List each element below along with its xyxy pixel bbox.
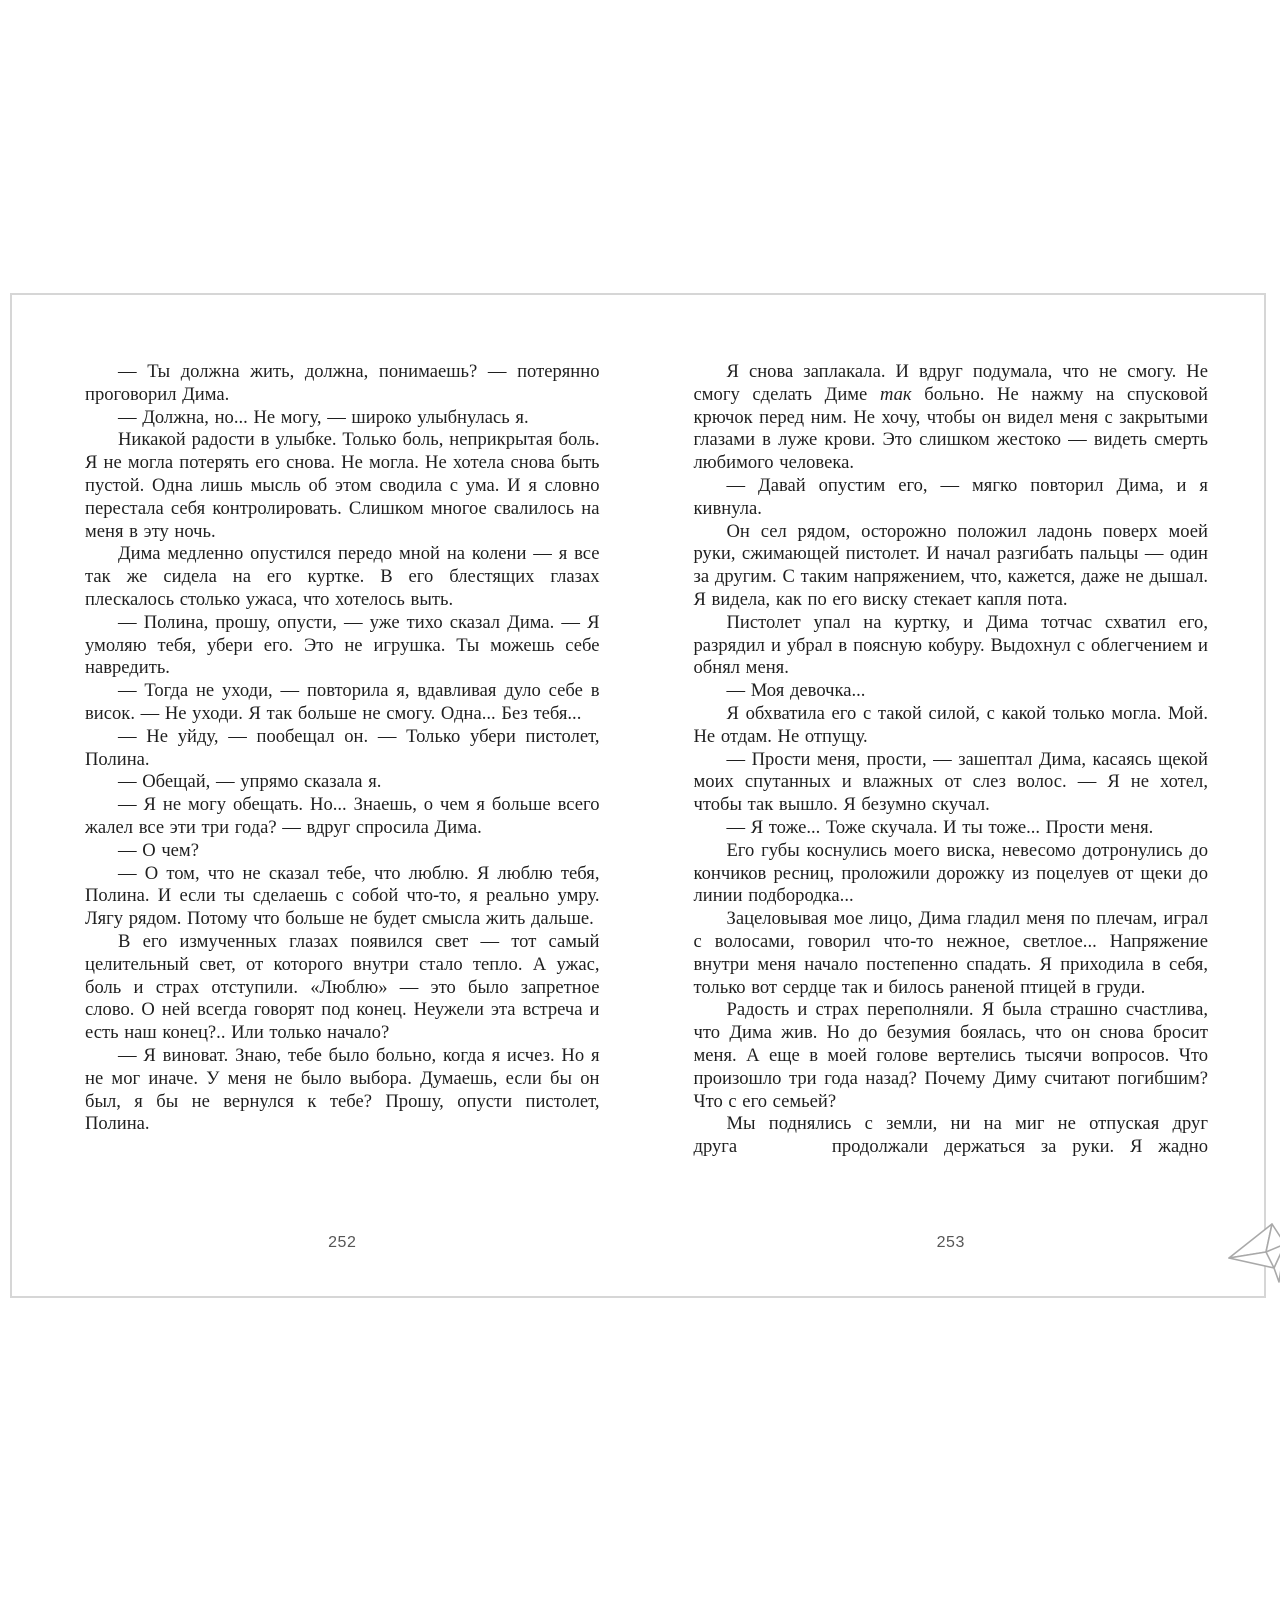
paragraph: Я снова заплакала. И вдруг подумала, что не смогу. Не смогу сделать Диме так больно. Не нажму на спусковой крючок перед ним. Не хочу, чтобы он видел меня с закрытыми глазами в луже крови. Это слишком жестоко — видеть смерть любимого человека. <box>693 361 1208 474</box>
page-number-left: 252 <box>328 1234 357 1251</box>
page-spread-frame <box>10 293 1266 1298</box>
paragraph: — Давай опустим его, — мягко повторил Дима, и я кивнула. <box>693 474 1208 519</box>
paragraph: — О чем? <box>118 839 199 861</box>
paragraph: — Я не могу обещать. Но... Знаешь, о чем я больше всего жалел все эти три года? — вдруг спросила Дима. <box>85 794 600 838</box>
paragraph: — Полина, прошу, опусти, — уже тихо сказал Дима. — Я умоляю тебя, убери его. Это не игрушка. Ты можешь себе навредить. <box>85 611 600 679</box>
book-page-right <box>694 361 1209 1296</box>
paragraph: — Прости меня, прости, — зашептал Дима, касаясь щекой моих спутанных и влажных от слез волос. — Я не хотел, чтобы так вышло. Я безумно скучал. <box>693 748 1208 816</box>
paragraph: — Не уйду, — пообещал он. — Только убери пистолет, Полина. <box>85 725 600 770</box>
paragraph: Никакой радости в улыбке. Только боль, неприкрытая боль. Я не могла потерять его снова. Не могла. Не хотела снова быть пустой. Одна лишь мысль об этом сводила с ума. И я словно перестала себя контролировать. Слишком многое свалилось на меня в эту ночь. <box>85 429 600 542</box>
page-right-text <box>694 361 1209 1159</box>
paper-plane-icon <box>1226 1220 1280 1288</box>
paragraph: — О том, что не сказал тебе, что люблю. Я люблю тебя, Полина. И если ты сделаешь с собой что-то, я реально умру. Лягу рядом. Потому что больше не будет смысла жить дальше. <box>85 862 600 930</box>
page-spread <box>12 295 1264 1296</box>
paragraph: — Я виноват. Знаю, тебе было больно, когда я исчез. Но я не мог иначе. У меня не было выбора. Думаешь, если бы он был, я бы не вернулся к тебе? Прошу, опусти пистолет, Полина. <box>85 1044 600 1135</box>
paragraph: Я обхватила его с такой силой, с какой только могла. Мой. Не отдам. Не отпущу. <box>693 702 1208 747</box>
book-page-left <box>85 361 600 1296</box>
page-number-right: 253 <box>936 1234 965 1251</box>
paragraph: В его измученных глазах появился свет — тот самый целительный свет, от которого внутри стало тепло. А ужас, боль и страх отступили. «Люблю» — это было запретное слово. О ней всегда говорят под конец. Неужели эта встреча и есть наш конец?.. Или только начало? <box>85 930 600 1044</box>
paragraph: Мы поднялись с земли, ни на миг не отпуская друг друга продолжали держаться за руки. Я жадно <box>693 1113 1208 1158</box>
paragraph: — Обещай, — упрямо сказала я. <box>118 771 382 793</box>
paragraph: Его губы коснулись моего виска, невесомо дотронулись до кончиков ресниц, проложили дорожку из поцелуев от щеки до линии подбородка... <box>693 839 1208 907</box>
paragraph: — Я тоже... Тоже скучала. И ты тоже... Прости меня. <box>726 816 1154 838</box>
paragraph: Дима медленно опустился передо мной на колени — я все так же сидела на его куртке. В его блестящих глазах плескалось столько ужаса, что хотелось выть. <box>85 543 600 610</box>
paragraph: Пистолет упал на куртку, и Дима тотчас схватил его, разрядил и убрал в поясную кобуру. Выдохнул с облегчением и обнял меня. <box>693 611 1208 679</box>
paragraph: — Тогда не уходи, — повторила я, вдавливая дуло себе в висок. — Не уходи. Я так больше не смогу. Одна... Без тебя... <box>85 680 600 724</box>
paragraph: — Должна, но... Не могу, — широко улыбнулась я. <box>118 406 529 428</box>
paragraph: Радость и страх переполняли. Я была страшно счастлива, что Дима жив. Но до безумия боялась, что он снова бросит меня. А еще в моей голове вертелись тысячи вопросов. Что произошло три года назад? Почему Диму считают погибшим? Что с его семьей? <box>693 999 1208 1112</box>
paragraph: Зацеловывая мое лицо, Дима гладил меня по плечам, играл с волосами, говорил что-то нежное, светлое... Напряжение внутри меня начало постепенно спадать. Я приходила в себя, только вот сердце так и билось раненой птицей в груди. <box>693 908 1208 998</box>
page-left-text <box>85 361 600 1136</box>
paragraph: — Моя девочка... <box>726 680 866 702</box>
paragraph: — Ты должна жить, должна, понимаешь? — потерянно проговорил Дима. <box>85 361 600 405</box>
paragraph: Он сел рядом, осторожно положил ладонь поверх моей руки, сжимающей пистолет. И начал разгибать пальцы — один за другим. С таким напряжением, что, кажется, даже не дышал. Я видела, как по его виску стекает капля пота. <box>693 520 1208 610</box>
